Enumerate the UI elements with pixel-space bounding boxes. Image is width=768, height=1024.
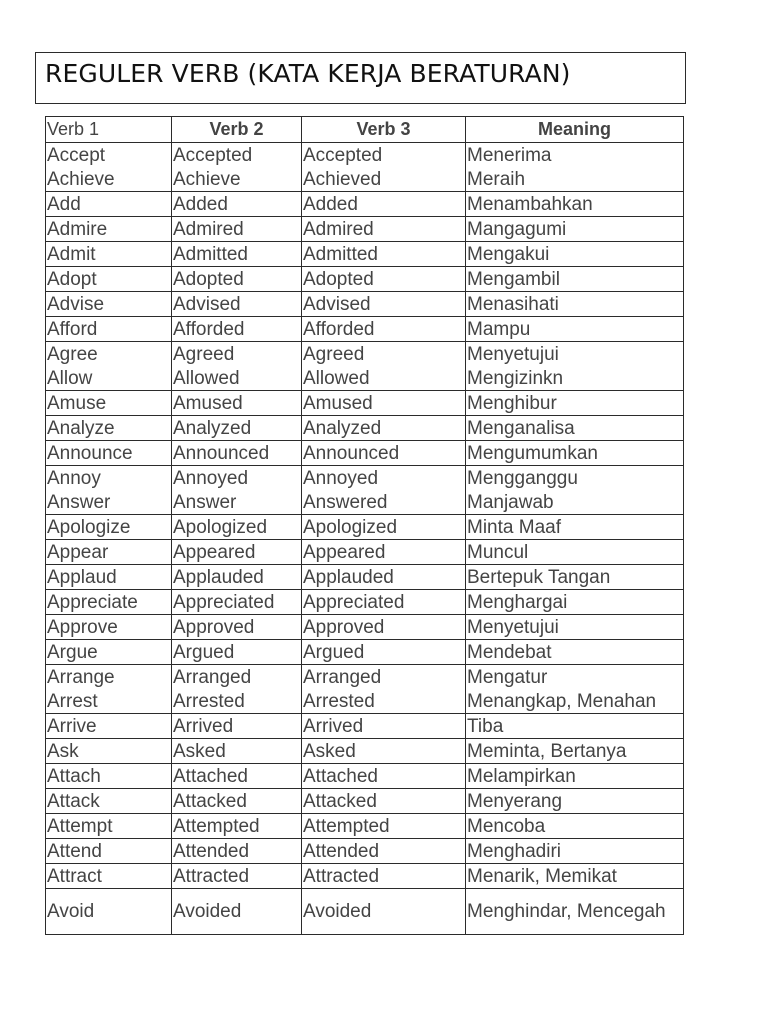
table-row [46, 764, 684, 789]
verb-3-cell: Announced [302, 441, 466, 466]
verb-3-cell: Agreed [302, 342, 466, 367]
meaning-cell: Mengatur [466, 665, 684, 690]
verb-3-cell: Apologized [302, 515, 466, 540]
meaning-cell: Mampu [466, 317, 684, 342]
verb-1-cell: Agree [46, 342, 172, 367]
table-row [46, 466, 684, 491]
meaning-cell: Muncul [466, 540, 684, 565]
verb-2-cell: Advised [172, 292, 302, 317]
verb-1-cell: Attend [46, 839, 172, 864]
verb-1-cell: Arrest [46, 689, 172, 714]
verb-3-cell: Answered [302, 490, 466, 515]
table-row [46, 267, 684, 292]
title-box [35, 52, 686, 104]
verb-1-cell: Afford [46, 317, 172, 342]
table-row [46, 242, 684, 267]
table-row [46, 416, 684, 441]
verb-3-cell: Accepted [302, 143, 466, 168]
verb-1-cell: Attack [46, 789, 172, 814]
verb-3-cell: Appeared [302, 540, 466, 565]
verb-2-cell: Annoyed [172, 466, 302, 491]
meaning-cell: Mengakui [466, 242, 684, 267]
table-row [46, 789, 684, 814]
meaning-cell: Tiba [466, 714, 684, 739]
table-row [46, 490, 684, 515]
verb-3-cell: Argued [302, 640, 466, 665]
verb-3-cell: Attempted [302, 814, 466, 839]
meaning-cell: Mengumumkan [466, 441, 684, 466]
verb-1-cell: Admire [46, 217, 172, 242]
table-row [46, 864, 684, 889]
verb-2-cell: Avoided [172, 889, 302, 935]
meaning-cell: Bertepuk Tangan [466, 565, 684, 590]
verb-table-body [46, 143, 684, 935]
verb-3-cell: Appreciated [302, 590, 466, 615]
verb-3-cell: Arrived [302, 714, 466, 739]
table-row [46, 689, 684, 714]
verb-3-cell: Adopted [302, 267, 466, 292]
verb-1-cell: Attempt [46, 814, 172, 839]
table-row [46, 565, 684, 590]
table-row [46, 342, 684, 367]
verb-2-cell: Attracted [172, 864, 302, 889]
verb-2-cell: Attended [172, 839, 302, 864]
verb-1-cell: Answer [46, 490, 172, 515]
table-row [46, 167, 684, 192]
meaning-cell: Mangagumi [466, 217, 684, 242]
verb-3-cell: Added [302, 192, 466, 217]
table-row [46, 292, 684, 317]
verb-1-cell: Apologize [46, 515, 172, 540]
verb-2-cell: Appeared [172, 540, 302, 565]
verb-2-cell: Argued [172, 640, 302, 665]
verb-1-cell: Attract [46, 864, 172, 889]
verb-3-cell: Avoided [302, 889, 466, 935]
verb-1-cell: Amuse [46, 391, 172, 416]
verb-1-cell: Allow [46, 366, 172, 391]
verb-1-cell: Attach [46, 764, 172, 789]
meaning-cell: Menghibur [466, 391, 684, 416]
meaning-cell: Menganalisa [466, 416, 684, 441]
meaning-cell: Menarik, Memikat [466, 864, 684, 889]
verb-2-cell: Amused [172, 391, 302, 416]
verb-3-cell: Amused [302, 391, 466, 416]
verb-1-cell: Accept [46, 143, 172, 168]
verb-3-cell: Allowed [302, 366, 466, 391]
table-row [46, 814, 684, 839]
verb-2-cell: Asked [172, 739, 302, 764]
verb-3-cell: Achieved [302, 167, 466, 192]
meaning-cell: Melampirkan [466, 764, 684, 789]
verb-3-cell: Arranged [302, 665, 466, 690]
verb-3-cell: Admired [302, 217, 466, 242]
verb-2-cell: Applauded [172, 565, 302, 590]
verb-1-cell: Advise [46, 292, 172, 317]
table-row [46, 714, 684, 739]
verb-1-cell: Add [46, 192, 172, 217]
meaning-cell: Menghadiri [466, 839, 684, 864]
verb-table [45, 116, 684, 935]
verb-2-cell: Added [172, 192, 302, 217]
meaning-cell: Mengizinkn [466, 366, 684, 391]
verb-2-cell: Approved [172, 615, 302, 640]
verb-1-cell: Achieve [46, 167, 172, 192]
table-row [46, 441, 684, 466]
meaning-cell: Mendebat [466, 640, 684, 665]
verb-3-cell: Attended [302, 839, 466, 864]
table-row [46, 143, 684, 168]
verb-2-cell: Announced [172, 441, 302, 466]
meaning-cell: Menerima [466, 143, 684, 168]
verb-3-cell: Approved [302, 615, 466, 640]
document-title: REGULER VERB (KATA KERJA BERATURAN) [45, 59, 571, 88]
table-row [46, 590, 684, 615]
table-row [46, 192, 684, 217]
meaning-cell: Menasihati [466, 292, 684, 317]
table-header-row [46, 117, 684, 143]
verb-1-cell: Appreciate [46, 590, 172, 615]
verb-3-cell: Attacked [302, 789, 466, 814]
verb-2-cell: Apologized [172, 515, 302, 540]
table-row [46, 217, 684, 242]
meaning-cell: Menyetujui [466, 615, 684, 640]
verb-2-cell: Attacked [172, 789, 302, 814]
meaning-cell: Menangkap, Menahan [466, 689, 684, 714]
verb-1-cell: Adopt [46, 267, 172, 292]
meaning-cell: Mencoba [466, 814, 684, 839]
verb-1-cell: Applaud [46, 565, 172, 590]
verb-2-cell: Admired [172, 217, 302, 242]
header-meaning: Meaning [466, 117, 684, 143]
table-row [46, 739, 684, 764]
verb-2-cell: Analyzed [172, 416, 302, 441]
table-row [46, 540, 684, 565]
meaning-cell: Menghargai [466, 590, 684, 615]
verb-1-cell: Ask [46, 739, 172, 764]
table-row [46, 615, 684, 640]
verb-3-cell: Applauded [302, 565, 466, 590]
verb-1-cell: Arrive [46, 714, 172, 739]
meaning-cell: Mengganggu [466, 466, 684, 491]
meaning-cell: Minta Maaf [466, 515, 684, 540]
table-row [46, 889, 684, 935]
verb-2-cell: Admitted [172, 242, 302, 267]
table-row [46, 839, 684, 864]
verb-1-cell: Arrange [46, 665, 172, 690]
verb-2-cell: Arrested [172, 689, 302, 714]
verb-3-cell: Analyzed [302, 416, 466, 441]
verb-2-cell: Allowed [172, 366, 302, 391]
verb-3-cell: Arrested [302, 689, 466, 714]
table-row [46, 640, 684, 665]
header-verb-3: Verb 3 [302, 117, 466, 143]
verb-2-cell: Achieve [172, 167, 302, 192]
verb-1-cell: Approve [46, 615, 172, 640]
verb-1-cell: Analyze [46, 416, 172, 441]
verb-3-cell: Annoyed [302, 466, 466, 491]
verb-1-cell: Argue [46, 640, 172, 665]
verb-2-cell: Appreciated [172, 590, 302, 615]
verb-3-cell: Afforded [302, 317, 466, 342]
verb-3-cell: Asked [302, 739, 466, 764]
meaning-cell: Menghindar, Mencegah [466, 889, 684, 935]
meaning-cell: Meraih [466, 167, 684, 192]
meaning-cell: Menyerang [466, 789, 684, 814]
verb-2-cell: Arranged [172, 665, 302, 690]
table-row [46, 317, 684, 342]
meaning-cell: Menambahkan [466, 192, 684, 217]
verb-1-cell: Announce [46, 441, 172, 466]
header-verb-2: Verb 2 [172, 117, 302, 143]
verb-2-cell: Arrived [172, 714, 302, 739]
verb-3-cell: Admitted [302, 242, 466, 267]
table-row [46, 665, 684, 690]
table-row [46, 515, 684, 540]
meaning-cell: Manjawab [466, 490, 684, 515]
verb-2-cell: Attempted [172, 814, 302, 839]
verb-3-cell: Attached [302, 764, 466, 789]
table-row [46, 391, 684, 416]
verb-1-cell: Annoy [46, 466, 172, 491]
table-row [46, 366, 684, 391]
header-verb-1: Verb 1 [46, 117, 172, 143]
verb-2-cell: Attached [172, 764, 302, 789]
verb-2-cell: Accepted [172, 143, 302, 168]
verb-1-cell: Admit [46, 242, 172, 267]
verb-3-cell: Advised [302, 292, 466, 317]
verb-1-cell: Avoid [46, 889, 172, 935]
verb-1-cell: Appear [46, 540, 172, 565]
meaning-cell: Meminta, Bertanya [466, 739, 684, 764]
meaning-cell: Mengambil [466, 267, 684, 292]
verb-2-cell: Afforded [172, 317, 302, 342]
meaning-cell: Menyetujui [466, 342, 684, 367]
verb-2-cell: Adopted [172, 267, 302, 292]
verb-2-cell: Agreed [172, 342, 302, 367]
verb-2-cell: Answer [172, 490, 302, 515]
verb-3-cell: Attracted [302, 864, 466, 889]
